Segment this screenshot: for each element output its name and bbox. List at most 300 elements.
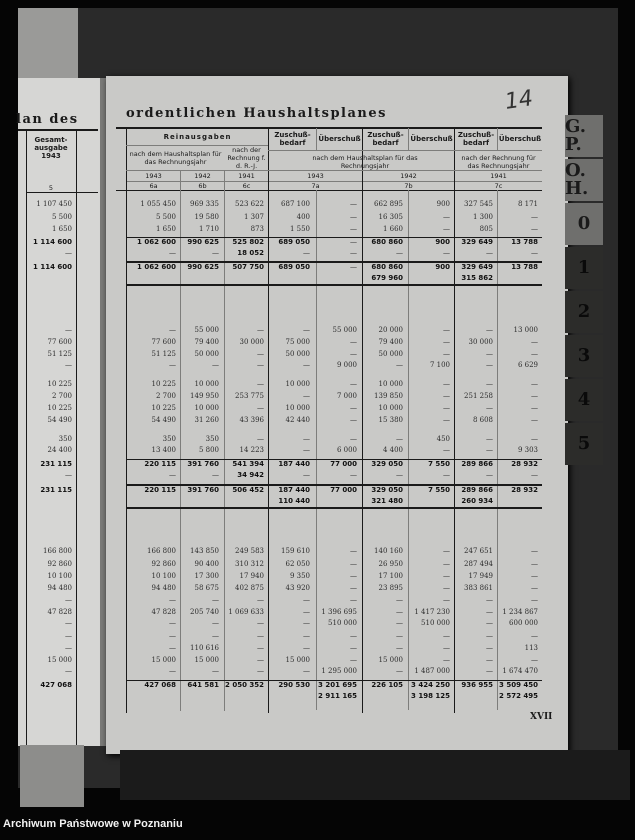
left-column-value: 5 500 [51, 213, 72, 221]
table-cell: — [257, 404, 264, 412]
col-code-7b: 7b [404, 182, 413, 190]
table-cell: 28 932 [511, 486, 538, 494]
left-column-value: — [65, 667, 72, 675]
table-cell: 1 674 470 [502, 667, 538, 675]
table-cell: — [443, 380, 450, 388]
table-cell: 8 608 [472, 416, 493, 424]
table-cell: 187 440 [278, 486, 310, 494]
table-cell: — [443, 656, 450, 664]
table-cell: 329 050 [371, 460, 403, 468]
table-cell: 3 201 695 [318, 681, 357, 689]
table-cell: 900 [435, 238, 450, 246]
table-cell: 166 800 [147, 547, 176, 555]
zuschuss-header-7a: Zuschuß-bedarf [274, 131, 311, 147]
table-cell: 1 550 [289, 225, 310, 233]
index-tab[interactable]: 1 [565, 247, 603, 289]
table-cell: — [531, 596, 538, 604]
table-cell: — [350, 404, 357, 412]
left-column-value: 10 225 [47, 380, 72, 388]
table-cell: — [531, 416, 538, 424]
table-cell: 10 100 [151, 572, 176, 580]
table-cell: — [350, 644, 357, 652]
table-cell: — [443, 404, 450, 412]
plan-label-header: nach dem Haushaltsplan für das Rechnungsjahr [129, 150, 222, 166]
table-cell: — [443, 416, 450, 424]
table-cell: 9 303 [517, 446, 538, 454]
left-page-title: lan des [16, 112, 79, 127]
table-cell: — [303, 361, 310, 369]
year-1943: 1943 [145, 172, 162, 180]
table-cell: 34 942 [237, 471, 264, 479]
year-1942-7: 1942 [400, 172, 417, 180]
table-cell: 507 750 [232, 263, 264, 271]
table-cell: 77 000 [330, 460, 357, 468]
left-column-value: — [65, 644, 72, 652]
table-cell: 17 940 [239, 572, 264, 580]
table-cell: 427 068 [144, 681, 176, 689]
table-cell: 28 932 [511, 460, 538, 468]
table-cell: 110 440 [278, 497, 310, 505]
index-tabs [565, 115, 603, 454]
table-cell: 2 050 352 [225, 681, 264, 689]
table-cell: 541 394 [232, 460, 264, 468]
table-cell: 247 651 [464, 547, 493, 555]
table-cell: 450 [436, 435, 450, 443]
table-cell: 15 380 [378, 416, 403, 424]
index-tab[interactable]: G. P. [565, 115, 603, 157]
left-column-value: — [65, 471, 72, 479]
table-cell: 680 860 [371, 263, 403, 271]
table-cell: 17 300 [194, 572, 219, 580]
table-cell: 94 480 [151, 584, 176, 592]
table-cell: 15 000 [194, 656, 219, 664]
table-cell: — [257, 361, 264, 369]
ueberschuss-header-7b: Überschuß [410, 135, 453, 143]
table-cell: — [531, 584, 538, 592]
table-cell: 329 050 [371, 486, 403, 494]
table-cell: — [350, 338, 357, 346]
table-cell: 18 052 [237, 249, 264, 257]
col-code-6a: 6a [149, 182, 158, 190]
table-cell: 1 069 633 [228, 608, 264, 616]
table-cell: — [531, 547, 538, 555]
table-cell: — [443, 249, 450, 257]
year-1942: 1942 [194, 172, 211, 180]
table-cell: — [350, 213, 357, 221]
table-cell: — [350, 632, 357, 640]
left-column-value: — [65, 596, 72, 604]
table-cell: — [350, 435, 357, 443]
column-number: 5 [48, 184, 54, 192]
table-cell: — [350, 263, 357, 271]
table-cell: 689 050 [278, 238, 310, 246]
table-cell: 1 055 450 [140, 200, 176, 208]
table-cell: 51 125 [151, 350, 176, 358]
table-cell: — [443, 547, 450, 555]
table-cell: 43 920 [285, 584, 310, 592]
table-cell: — [396, 667, 403, 675]
table-cell: 260 934 [461, 497, 493, 505]
archive-credit: Archiwum Państwowe w Poznaniu [3, 818, 183, 830]
table-cell: — [212, 596, 219, 604]
table-cell: 2 572 495 [499, 692, 538, 700]
table-cell: 391 760 [187, 460, 219, 468]
table-cell: — [212, 249, 219, 257]
table-cell: — [396, 632, 403, 640]
table-cell: — [212, 667, 219, 675]
table-cell: — [303, 644, 310, 652]
index-tab[interactable]: 4 [565, 379, 603, 421]
table-cell: 50 000 [378, 350, 403, 358]
table-cell: 1 234 867 [502, 608, 538, 616]
table-cell: 251 258 [464, 392, 493, 400]
table-cell: — [531, 338, 538, 346]
table-cell: — [396, 608, 403, 616]
table-cell: — [350, 560, 357, 568]
table-cell: 7 550 [428, 460, 450, 468]
table-cell: 3 509 450 [499, 681, 538, 689]
table-cell: 680 860 [371, 238, 403, 246]
table-cell: 5 500 [155, 213, 176, 221]
table-cell: 1 307 [243, 213, 264, 221]
table-cell: 9 000 [336, 361, 357, 369]
table-cell: — [257, 619, 264, 627]
table-cell: 523 622 [235, 200, 264, 208]
table-cell: 10 225 [151, 404, 176, 412]
table-cell: — [531, 435, 538, 443]
table-cell: 79 400 [378, 338, 403, 346]
table-cell: — [257, 644, 264, 652]
table-cell: 3 198 125 [411, 692, 450, 700]
table-cell: 47 828 [151, 608, 176, 616]
table-cell: 110 616 [190, 644, 219, 652]
rechnung-label-header-7: nach der Rechnung für das Rechnungsjahr [461, 154, 536, 170]
table-cell: 990 625 [187, 238, 219, 246]
table-cell: 31 260 [194, 416, 219, 424]
index-tab[interactable]: 0 [565, 203, 603, 245]
table-cell: 26 950 [378, 560, 403, 568]
left-column-value: 24 400 [47, 446, 72, 454]
previous-page-strip [18, 8, 78, 80]
index-tab[interactable]: 3 [565, 335, 603, 377]
table-cell: 20 000 [378, 326, 403, 334]
table-cell: — [531, 350, 538, 358]
col-code-7c: 7c [494, 182, 503, 190]
table-cell: — [486, 619, 493, 627]
left-column-value: 54 490 [47, 416, 72, 424]
table-cell: — [486, 471, 493, 479]
left-column-value: 47 828 [47, 608, 72, 616]
table-cell: — [531, 572, 538, 580]
table-cell: — [257, 596, 264, 604]
left-page [18, 78, 106, 746]
table-cell: 289 866 [461, 460, 493, 468]
table-cell: — [169, 471, 176, 479]
table-cell: 1 300 [472, 213, 493, 221]
table-cell: — [350, 225, 357, 233]
table-cell: 13 788 [511, 263, 538, 271]
table-cell: 4 400 [382, 446, 403, 454]
table-cell: — [531, 656, 538, 664]
left-column-value: — [65, 249, 72, 257]
table-cell: — [443, 225, 450, 233]
table-cell: — [486, 435, 493, 443]
table-cell: 287 494 [464, 560, 493, 568]
table-cell: 58 675 [194, 584, 219, 592]
left-column-value: 427 068 [40, 681, 72, 689]
table-cell: — [443, 632, 450, 640]
left-column-value: 231 115 [40, 486, 72, 494]
left-page-tab [20, 745, 84, 807]
table-cell: 30 000 [468, 338, 493, 346]
table-cell: 16 305 [378, 213, 403, 221]
table-cell: 662 895 [374, 200, 403, 208]
left-column-value: 166 800 [43, 547, 72, 555]
table-cell: 1 710 [198, 225, 219, 233]
table-cell: — [257, 632, 264, 640]
left-column-value: 77 600 [47, 338, 72, 346]
table-cell: 6 000 [336, 446, 357, 454]
table-cell: — [396, 361, 403, 369]
table-cell: — [212, 632, 219, 640]
table-cell: 42 440 [285, 416, 310, 424]
table-cell: — [531, 225, 538, 233]
table-cell: — [531, 404, 538, 412]
table-cell: — [212, 361, 219, 369]
table-cell: 506 452 [232, 486, 264, 494]
table-cell: — [303, 619, 310, 627]
table-cell: — [443, 471, 450, 479]
left-column-value: 1 114 600 [33, 238, 72, 246]
table-cell: — [350, 380, 357, 388]
col-code-6b: 6b [198, 182, 207, 190]
table-cell: — [257, 350, 264, 358]
table-cell: 321 480 [371, 497, 403, 505]
table-cell: — [303, 471, 310, 479]
table-cell: 14 223 [239, 446, 264, 454]
table-cell: 510 000 [328, 619, 357, 627]
table-cell: — [443, 350, 450, 358]
table-cell: 220 115 [144, 486, 176, 494]
table-cell: 391 760 [187, 486, 219, 494]
gesamtausgabe-header: Gesamt-ausgabe 1943 [34, 136, 68, 160]
left-column-value: 15 000 [47, 656, 72, 664]
table-cell: 75 000 [285, 338, 310, 346]
left-column-value: 10 225 [47, 404, 72, 412]
table-cell: 220 115 [144, 460, 176, 468]
table-cell: — [486, 644, 493, 652]
table-cell: 3 424 250 [411, 681, 450, 689]
table-cell: — [212, 619, 219, 627]
table-cell: 17 949 [468, 572, 493, 580]
year-1941: 1941 [238, 172, 255, 180]
table-cell: — [257, 326, 264, 334]
table-cell: 679 960 [371, 274, 403, 282]
table-cell: 1 396 695 [321, 608, 357, 616]
table-cell: — [169, 644, 176, 652]
left-column-value: — [65, 632, 72, 640]
zuschuss-header-7c: Zuschuß-bedarf [457, 131, 495, 147]
handwritten-page-number: 14 [503, 86, 535, 115]
table-cell: 936 955 [461, 681, 493, 689]
table-cell: 139 850 [374, 392, 403, 400]
table-cell: — [486, 656, 493, 664]
table-cell: 10 000 [378, 380, 403, 388]
table-cell: — [531, 392, 538, 400]
left-column-value: 51 125 [47, 350, 72, 358]
table-cell: 77 600 [151, 338, 176, 346]
table-cell: — [486, 608, 493, 616]
table-cell: — [303, 249, 310, 257]
table-cell: — [443, 572, 450, 580]
table-cell: 226 105 [371, 681, 403, 689]
col-code-6c: 6c [242, 182, 251, 190]
table-cell: 54 490 [151, 416, 176, 424]
table-cell: — [169, 632, 176, 640]
table-cell: — [443, 338, 450, 346]
table-cell: 15 000 [378, 656, 403, 664]
table-cell: 187 440 [278, 460, 310, 468]
table-cell: 10 000 [378, 404, 403, 412]
left-column-value: 1 114 600 [33, 263, 72, 271]
table-cell: 400 [296, 213, 310, 221]
table-cell: 10 000 [285, 380, 310, 388]
reinausgaben-header: Reinausgaben [163, 133, 232, 141]
table-cell: 510 000 [421, 619, 450, 627]
left-column-value: — [65, 361, 72, 369]
table-cell: 900 [435, 263, 450, 271]
table-cell: 159 610 [281, 547, 310, 555]
table-cell: — [396, 471, 403, 479]
table-cell: — [486, 404, 493, 412]
table-cell: — [257, 656, 264, 664]
left-column-value: — [65, 619, 72, 627]
table-cell: — [486, 446, 493, 454]
left-column-value: 2 700 [51, 392, 72, 400]
table-cell: 350 [205, 435, 219, 443]
page-roman-numeral: XVII [530, 712, 553, 722]
table-cell: — [443, 584, 450, 592]
table-cell: — [531, 471, 538, 479]
table-cell: — [169, 619, 176, 627]
table-cell: 30 000 [239, 338, 264, 346]
table-cell: — [350, 584, 357, 592]
table-cell: — [396, 644, 403, 652]
table-cell: 149 950 [190, 392, 219, 400]
table-cell: — [486, 350, 493, 358]
table-cell: — [443, 446, 450, 454]
table-cell: 79 400 [194, 338, 219, 346]
index-tab[interactable]: O. H. [565, 159, 603, 201]
table-cell: — [303, 667, 310, 675]
table-cell: — [486, 667, 493, 675]
table-cell: — [486, 249, 493, 257]
table-cell: — [350, 416, 357, 424]
table-cell: — [443, 560, 450, 568]
table-cell: 7 000 [336, 392, 357, 400]
table-cell: 689 050 [278, 263, 310, 271]
table-cell: 10 000 [194, 404, 219, 412]
table-cell: 2 911 165 [318, 692, 357, 700]
left-column-value: 10 100 [47, 572, 72, 580]
table-cell: — [486, 361, 493, 369]
ueberschuss-header-7a: Überschuß [318, 135, 361, 143]
table-cell: 205 740 [190, 608, 219, 616]
table-cell: 77 000 [330, 486, 357, 494]
table-cell: — [303, 446, 310, 454]
table-cell: — [443, 213, 450, 221]
table-cell: — [350, 547, 357, 555]
table-cell: — [486, 380, 493, 388]
table-cell: — [396, 435, 403, 443]
table-cell: — [303, 326, 310, 334]
table-cell: 43 396 [239, 416, 264, 424]
table-cell: — [350, 656, 357, 664]
index-tab[interactable]: 5 [565, 423, 603, 465]
year-1941-7: 1941 [490, 172, 507, 180]
table-cell: 10 225 [151, 380, 176, 388]
table-cell: — [303, 435, 310, 443]
left-column-value: 92 860 [47, 560, 72, 568]
table-cell: — [531, 560, 538, 568]
table-cell: — [443, 644, 450, 652]
index-tab[interactable]: 2 [565, 291, 603, 333]
ueberschuss-header-7c: Überschuß [498, 135, 542, 143]
table-cell: — [257, 435, 264, 443]
zuschuss-header-7b: Zuschuß-bedarf [367, 131, 404, 147]
table-cell: 10 000 [194, 380, 219, 388]
page-title: ordentlichen Haushaltsplanes [126, 106, 387, 121]
table-cell: — [350, 572, 357, 580]
table-cell: 140 160 [374, 547, 403, 555]
table-cell: 253 775 [235, 392, 264, 400]
table-cell: — [350, 200, 357, 208]
table-cell: 641 581 [187, 681, 219, 689]
table-cell: 19 580 [194, 213, 219, 221]
table-cell: 13 400 [151, 446, 176, 454]
table-cell: — [350, 249, 357, 257]
table-cell: 687 100 [281, 200, 310, 208]
table-cell: 15 000 [151, 656, 176, 664]
table-cell: 290 530 [278, 681, 310, 689]
table-cell: — [169, 667, 176, 675]
table-cell: 23 895 [378, 584, 403, 592]
table-cell: 969 335 [190, 200, 219, 208]
table-cell: — [169, 596, 176, 604]
table-cell: 315 862 [461, 274, 493, 282]
table-cell: — [531, 380, 538, 388]
plan-label-header-7: nach dem Haushaltsplan für das Rechnungsjahr [312, 154, 418, 170]
table-cell: — [303, 608, 310, 616]
table-cell: 5 800 [198, 446, 219, 454]
table-cell: 10 000 [285, 404, 310, 412]
table-cell: 1 650 [155, 225, 176, 233]
table-cell: — [303, 632, 310, 640]
table-cell: 1 062 600 [137, 238, 176, 246]
table-cell: 289 866 [461, 486, 493, 494]
left-column-value: — [65, 326, 72, 334]
left-column-value: 94 480 [47, 584, 72, 592]
table-cell: 8 171 [517, 200, 538, 208]
table-cell: — [169, 361, 176, 369]
table-cell: 15 000 [285, 656, 310, 664]
table-cell: 900 [436, 200, 450, 208]
table-cell: 9 350 [289, 572, 310, 580]
table-cell: — [396, 249, 403, 257]
table-cell: — [486, 326, 493, 334]
table-cell: 249 583 [235, 547, 264, 555]
table-cell: — [169, 249, 176, 257]
